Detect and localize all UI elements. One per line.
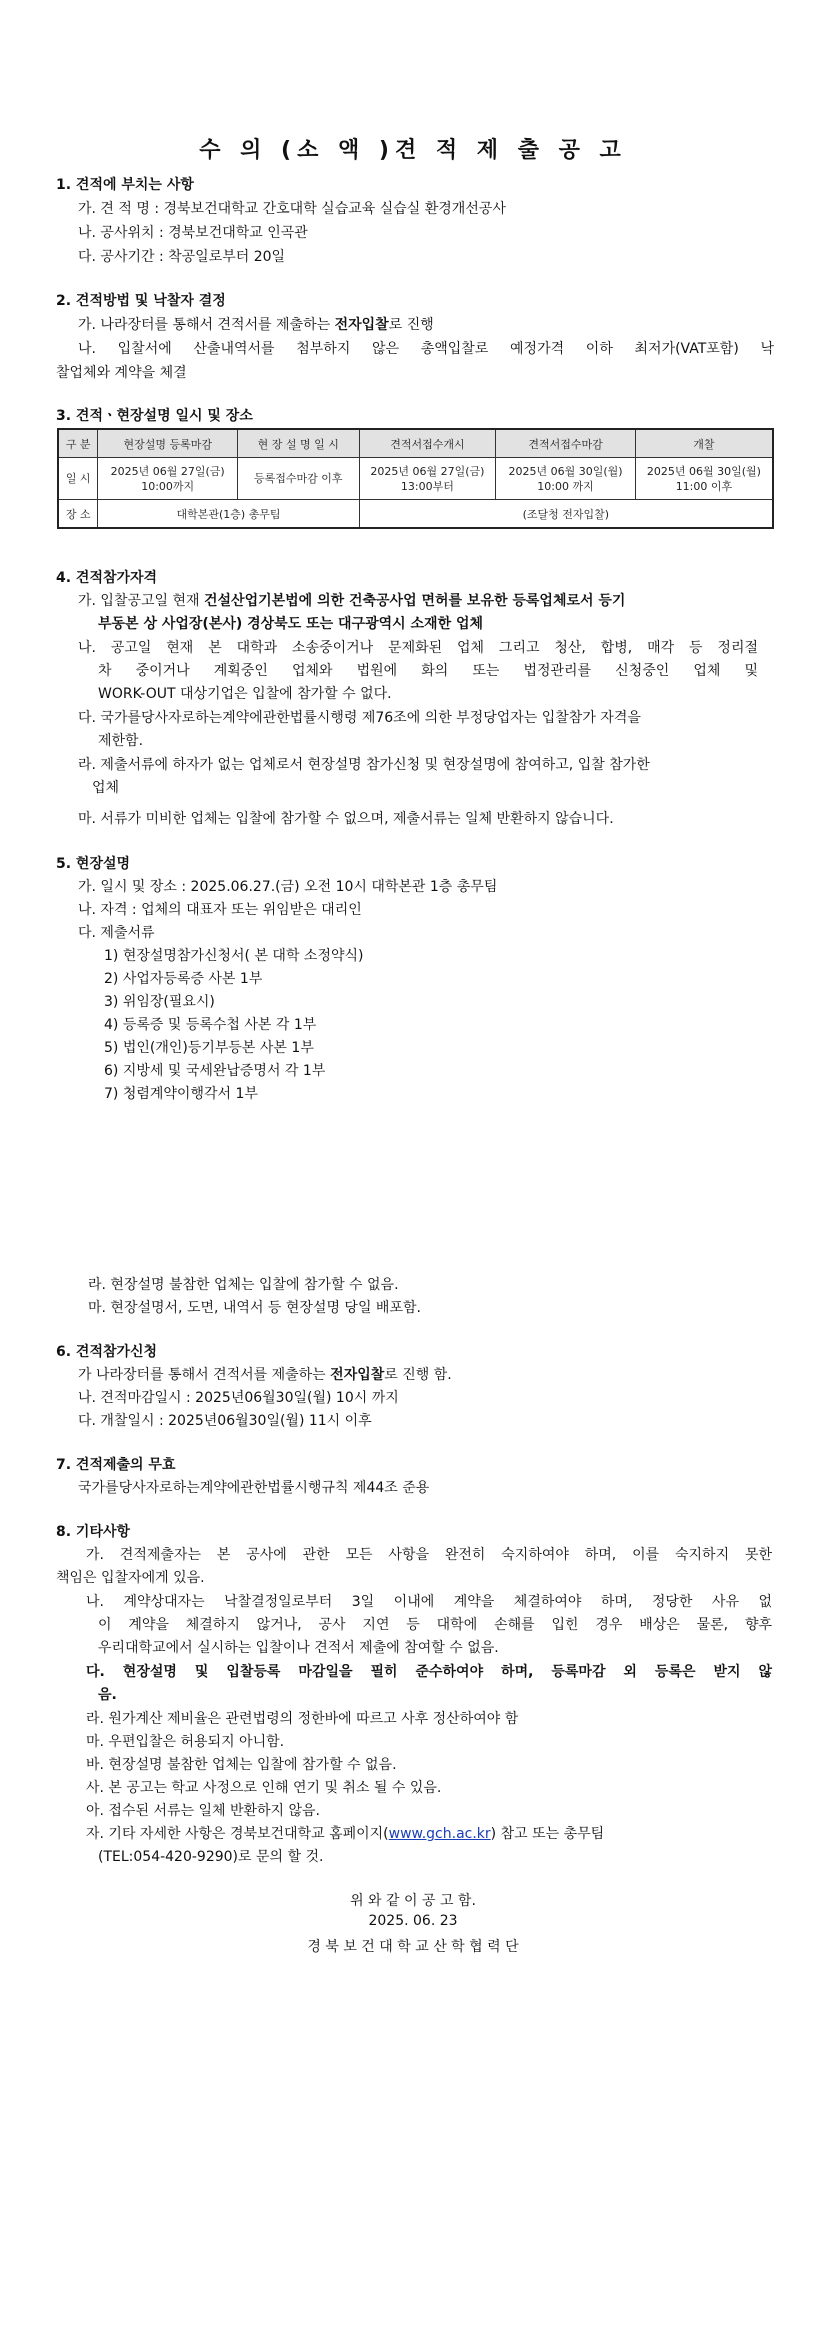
schedule-place-row: [58, 500, 773, 529]
s8-item-b-cont2: 우리대학교에서 실시하는 입찰이나 견적서 제출에 참여할 수 없음.: [98, 1640, 499, 1656]
row-label-place: 장 소: [58, 500, 98, 529]
section-3-heading: 3. 견적ㆍ현장설명 일시 및 장소: [56, 408, 253, 424]
s2-item-b-cont: 찰업체와 계약을 체결: [56, 365, 187, 381]
header-registration-deadline: 현장설명 등록마감: [98, 429, 238, 458]
section-7-heading: 7. 견적제출의 무효: [56, 1457, 176, 1473]
closing-organization: 경 북 보 건 대 학 교 산 학 협 력 단: [307, 1939, 519, 1955]
s4-item-c-cont: 제한함.: [98, 733, 144, 749]
s8-item-b: 나. 계약상대자는 낙찰결정일로부터 3일 이내에 계약을 체결하여야 하며, 정당한 사유 없: [86, 1594, 772, 1610]
s8-item-c: 다. 현장설명 및 입찰등록 마감일을 필히 준수하여야 하며, 등록마감 외 등록은 받지 않: [86, 1664, 772, 1680]
s1-item-location: 나. 공사위치 : 경북보건대학교 인곡관: [78, 225, 308, 241]
s5-item-b: 나. 자격 : 업체의 대표자 또는 위임받은 대리인: [78, 902, 362, 918]
s2-a-bold: 전자입찰: [334, 317, 389, 333]
row-label-datetime: 일 시: [58, 458, 98, 500]
section-2-heading: 2. 견적방법 및 낙찰자 결정: [56, 293, 226, 309]
homepage-link[interactable]: www.gch.ac.kr: [388, 1826, 491, 1842]
s2-item-a: [78, 314, 434, 334]
s2-item-b: 나. 입찰서에 산출내역서를 첨부하지 않은 총액입찰로 예정가격 이하 최저가(VAT포함) 낙: [78, 341, 774, 357]
closing-statement: 위 와 같 이 공 고 함.: [350, 1893, 476, 1909]
s6-item-c: 다. 개찰일시 : 2025년06월30일(월) 11시 이후: [78, 1413, 372, 1429]
s2-a-text-end: 로 진행: [388, 317, 434, 333]
place-online: (조달청 전자입찰): [359, 500, 773, 529]
closing-date: 2025. 06. 23: [368, 1913, 458, 1929]
s1-item-name: 가. 견 적 명 : 경북보건대학교 간호대학 실습교육 실습실 환경개선공사: [78, 201, 506, 217]
header-opening: 개찰: [635, 429, 773, 458]
s5-item-a: 가. 일시 및 장소 : 2025.06.27.(금) 오전 10시 대학본관 1층 총무팀: [78, 879, 498, 895]
s4-a-text: 가. 입찰공고일 현재: [78, 593, 204, 609]
s6-a-bold: 전자입찰: [330, 1367, 385, 1383]
s8-item-e: 마. 우편입찰은 허용되지 아니함.: [86, 1734, 285, 1750]
place-site: 대학본관(1층) 총무팀: [98, 500, 359, 529]
s5-doc-4: 4) 등록증 및 등록수첩 사본 각 1부: [104, 1017, 317, 1033]
s5-doc-2: 2) 사업자등록증 사본 1부: [104, 971, 263, 987]
s4-item-b: 나. 공고일 현재 본 대학과 소송중이거나 문제화된 업체 그리고 청산, 합병, 매각 등 정리절: [78, 640, 758, 656]
s5-doc-6: 6) 지방세 및 국세완납증명서 각 1부: [104, 1063, 326, 1079]
header-submission-start: 견적서접수개시: [359, 429, 496, 458]
s6-a-text-end: 로 진행 함.: [384, 1367, 452, 1383]
s6-a-text: 가 나라장터를 통해서 견적서를 제출하는: [78, 1367, 331, 1383]
s5-doc-1: 1) 현장설명참가신청서( 본 대학 소정약식): [104, 948, 364, 964]
s8-item-i: [86, 1823, 604, 1843]
s8-i-text-end: ) 참고 또는 총무팀: [490, 1826, 605, 1842]
s5-item-c: 다. 제출서류: [78, 925, 155, 941]
section-8-heading: 8. 기타사항: [56, 1524, 131, 1540]
s8-item-i-cont: (TEL:054-420-9290)로 문의 할 것.: [98, 1849, 324, 1865]
s8-item-a: 가. 견적제출자는 본 공사에 관한 모든 사항을 완전히 숙지하여야 하며, 이를 숙지하지 못한: [86, 1547, 772, 1563]
section-6-heading: 6. 견적참가신청: [56, 1344, 158, 1360]
s8-item-a-cont: 책임은 입찰자에게 있음.: [56, 1570, 205, 1586]
header-submission-deadline: 견적서접수마감: [496, 429, 636, 458]
s8-item-d: 라. 원가계산 제비율은 관련법령의 정한바에 따르고 사후 정산하여야 함: [86, 1711, 519, 1727]
s6-item-a: [78, 1364, 452, 1384]
s5-item-e: 마. 현장설명서, 도면, 내역서 등 현장설명 당일 배포함.: [88, 1300, 421, 1316]
date-briefing: 등록접수마감 이후: [238, 458, 360, 500]
s4-item-d-cont: 업체: [92, 780, 120, 796]
s5-item-d: 라. 현장설명 불참한 업체는 입찰에 참가할 수 없음.: [88, 1277, 399, 1293]
date-submission-start: 2025년 06월 27일(금) 13:00부터: [359, 458, 496, 500]
s8-item-b-cont: 이 계약을 체결하지 않거나, 공사 지연 등 대학에 손해를 입힌 경우 배상은 물론, 향후: [98, 1617, 772, 1633]
schedule-header-row: [58, 429, 773, 458]
header-briefing-datetime: 현 장 설 명 일 시: [238, 429, 360, 458]
s4-item-b-cont: 차 중이거나 계획중인 업체와 법원에 화의 또는 법정관리를 신청중인 업체 및: [98, 663, 758, 679]
s4-item-a-cont: [98, 613, 483, 633]
date-registration-deadline: 2025년 06월 27일(금) 10:00까지: [98, 458, 238, 500]
s8-i-text: 자. 기타 자세한 사항은 경북보건대학교 홈페이지(: [86, 1826, 389, 1842]
s2-a-text: 가. 나라장터를 통해서 견적서를 제출하는: [78, 317, 335, 333]
section-4-heading: 4. 견적참가자격: [56, 570, 158, 586]
s4-item-e: 마. 서류가 미비한 업체는 입찰에 참가할 수 없으며, 제출서류는 일체 반환하지 않습니다.: [78, 811, 614, 827]
s8-item-f: 바. 현장설명 불참한 업체는 입찰에 참가할 수 없음.: [86, 1757, 397, 1773]
s4-item-d: 라. 제출서류에 하자가 없는 업체로서 현장설명 참가신청 및 현장설명에 참여하고, 입찰 참가한: [78, 757, 650, 773]
schedule-date-row: [58, 458, 773, 500]
section-1-heading: 1. 견적에 부치는 사항: [56, 177, 194, 193]
date-submission-deadline: 2025년 06월 30일(월) 10:00 까지: [496, 458, 636, 500]
s5-doc-7: 7) 청렴계약이행각서 1부: [104, 1086, 258, 1102]
schedule-table: [57, 428, 774, 529]
s4-item-c: 다. 국가를당사자로하는계약에관한법률시행령 제76조에 의한 부정당업자는 입찰참가 자격을: [78, 710, 641, 726]
s4-item-b-cont2: WORK-OUT 대상기업은 입찰에 참가할 수 없다.: [98, 686, 392, 702]
s7-text: 국가를당사자로하는계약에관한법률시행규칙 제44조 준용: [78, 1480, 430, 1496]
s5-doc-3: 3) 위임장(필요시): [104, 994, 215, 1010]
s5-doc-5: 5) 법인(개인)등기부등본 사본 1부: [104, 1040, 314, 1056]
s8-item-h: 아. 접수된 서류는 일체 반환하지 않음.: [86, 1803, 321, 1819]
s4-a-bold: 건설산업기본법에 의한 건축공사업 면허를 보유한 등록업체로서 등기: [204, 593, 626, 609]
s4-item-a: [78, 590, 625, 610]
s8-item-g: 사. 본 공고는 학교 사정으로 인해 연기 및 취소 될 수 있음.: [86, 1780, 442, 1796]
s8-item-c-cont: 음.: [98, 1687, 117, 1703]
date-opening: 2025년 06월 30일(월) 11:00 이후: [635, 458, 773, 500]
s6-item-b: 나. 견적마감일시 : 2025년06월30일(월) 10시 까지: [78, 1390, 399, 1406]
s4-a-bold-cont: 부동본 상 사업장(본사) 경상북도 또는 대구광역시 소재한 업체: [98, 616, 484, 632]
header-category: 구 분: [58, 429, 98, 458]
notice-title: 수 의 (소 액 )견 적 제 출 공 고: [199, 138, 627, 163]
s1-item-period: 다. 공사기간 : 착공일로부터 20일: [78, 249, 286, 265]
section-5-heading: 5. 현장설명: [56, 856, 131, 872]
